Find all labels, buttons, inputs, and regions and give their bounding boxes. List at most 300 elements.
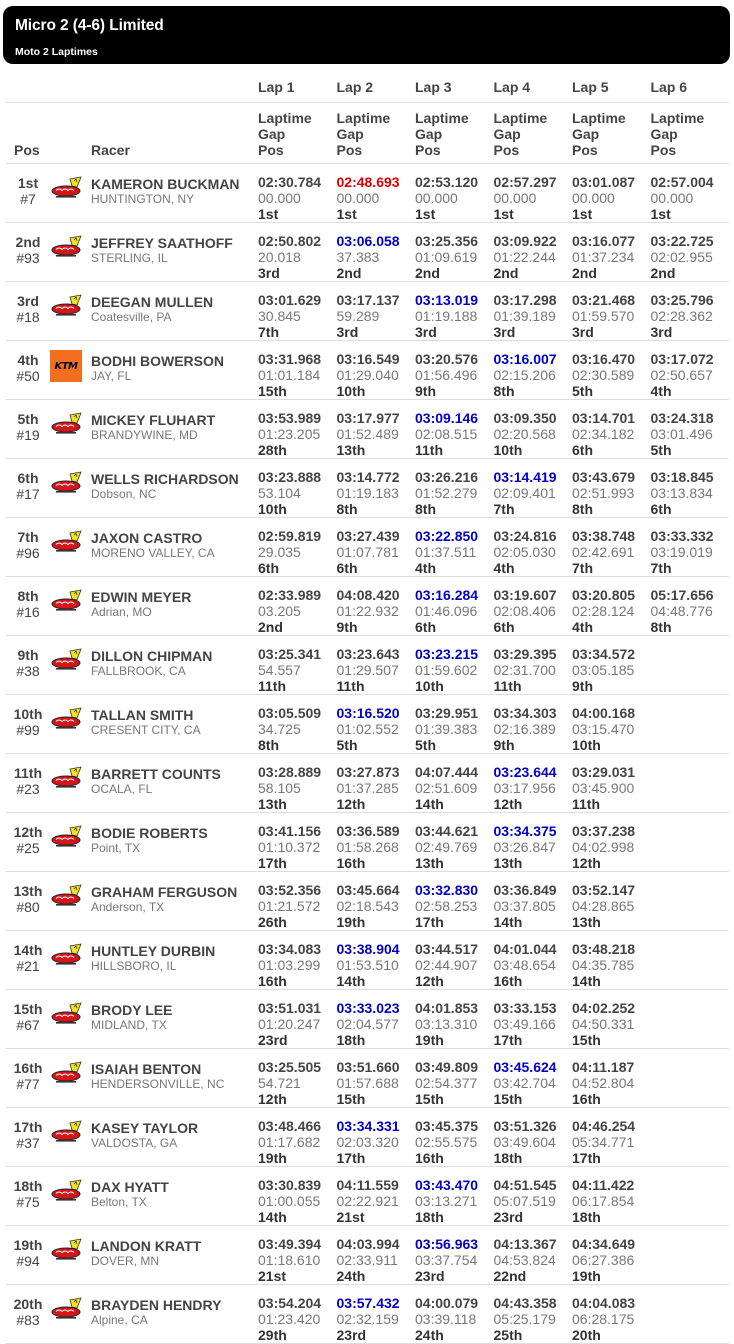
lap-cell-3	[415, 1108, 494, 1167]
brand-cell	[50, 636, 91, 695]
lap-cell-2	[337, 636, 416, 695]
lap-position: 7th	[650, 560, 672, 576]
lap-position: 13th	[572, 914, 601, 930]
lap-time: 03:36.849	[493, 882, 557, 898]
lap-cell-3	[415, 695, 494, 754]
lap-position: 11th	[493, 678, 522, 694]
lap-gap: 01:29.040	[336, 367, 399, 383]
brand-cell	[50, 1049, 91, 1108]
racer-name[interactable]: MICKEY FLUHART	[91, 412, 216, 428]
lap-cell-3	[415, 223, 494, 282]
lap-gap: 03:26.847	[493, 839, 556, 855]
lap-time: 03:49.394	[258, 1236, 322, 1252]
lap-gap: 02:03.320	[336, 1134, 399, 1150]
lap-time: 03:29.031	[572, 764, 636, 780]
table-row[interactable]	[6, 341, 729, 400]
racer-name[interactable]: JEFFREY SAATHOFF	[91, 235, 233, 251]
lap-cell-5	[572, 518, 651, 577]
lap-cell-4	[494, 931, 573, 990]
racer-cell	[91, 813, 258, 872]
table-row[interactable]	[6, 164, 729, 223]
lap-gap: 02:51.609	[415, 780, 478, 796]
lap-cell-5	[572, 1285, 651, 1344]
lap-gap: 02:51.993	[572, 485, 635, 501]
gasgas-logo-icon	[50, 470, 84, 496]
lap-position: 14th	[493, 914, 523, 930]
lap-time: 03:34.375	[493, 823, 557, 839]
lap-cell-2	[337, 1049, 416, 1108]
lap-gap: 01:20.247	[258, 1016, 321, 1032]
lap-gap: 02:22.921	[336, 1193, 399, 1209]
lap-subheader-label: Pos	[258, 142, 284, 158]
lap-position: 4th	[650, 383, 672, 399]
position-cell	[6, 1167, 50, 1226]
table-row[interactable]	[6, 1167, 729, 1226]
lap-gap: 01:52.279	[415, 485, 478, 501]
position-cell	[6, 1049, 50, 1108]
lap-time: 03:43.679	[572, 469, 636, 485]
lap-time: 04:11.422	[572, 1177, 635, 1193]
lap-cell-2	[337, 400, 416, 459]
racer-name[interactable]: DAX HYATT	[91, 1179, 169, 1195]
racer-name[interactable]: HUNTLEY DURBIN	[91, 943, 216, 959]
lap-cell-1	[258, 518, 337, 577]
lap-time: 03:23.888	[258, 469, 322, 485]
finish-position: 14th	[13, 942, 43, 958]
racer-cell	[91, 695, 258, 754]
position-cell	[6, 223, 50, 282]
lap-cell-4	[494, 813, 573, 872]
gasgas-logo-icon	[50, 1060, 84, 1086]
lap-position: 8th	[336, 501, 358, 517]
lap-cell-4	[494, 341, 573, 400]
ktm-logo-text: KTM	[54, 360, 78, 372]
lap-gap: 02:28.362	[650, 308, 713, 324]
lap-subheader-label: Laptime	[493, 110, 548, 126]
lap-position: 2nd	[415, 265, 440, 281]
lap-gap: 04:53.824	[493, 1252, 556, 1268]
racer-number: #18	[16, 308, 40, 325]
lap-position: 4th	[572, 619, 593, 635]
racer-name[interactable]: KASEY TAYLOR	[91, 1120, 199, 1136]
lap-gap: 01:17.682	[258, 1134, 321, 1150]
table-row[interactable]	[6, 400, 729, 459]
lap-gap: 03:37.754	[415, 1252, 478, 1268]
lap-cell-empty	[651, 990, 730, 1049]
lap-gap: 02:49.769	[415, 839, 478, 855]
lap-position: 20th	[572, 1327, 601, 1343]
laptimes-table	[6, 70, 729, 1344]
lap-cell-3	[415, 872, 494, 931]
lap-gap: 34.725	[258, 721, 301, 737]
lap-position: 11th	[336, 678, 365, 694]
racer-number: #50	[16, 367, 40, 384]
racer-location: Point, TX	[91, 841, 141, 855]
lap-cell-5	[572, 164, 651, 223]
gasgas-logo-icon	[50, 175, 84, 201]
lap-cell-4	[494, 754, 573, 813]
lap-time: 03:22.725	[650, 233, 714, 249]
lap-position: 8th	[650, 619, 672, 635]
table-row[interactable]	[6, 695, 729, 754]
racer-name[interactable]: BARRETT COUNTS	[91, 766, 221, 782]
lap-time: 03:23.644	[493, 764, 557, 780]
table-row[interactable]	[6, 1285, 729, 1344]
lap-gap: 02:33.911	[336, 1252, 398, 1268]
lap-position: 28th	[258, 442, 287, 458]
lap-time: 03:54.204	[258, 1295, 322, 1311]
table-row[interactable]	[6, 223, 729, 282]
lap-cell-3	[415, 459, 494, 518]
racer-number: #67	[16, 1016, 40, 1033]
lap-gap: 02:09.401	[493, 485, 556, 501]
lap-gap: 02:31.700	[493, 662, 556, 678]
lap-time: 02:50.802	[258, 233, 322, 249]
lap-time: 03:32.830	[415, 882, 479, 898]
racer-name[interactable]: EDWIN MEYER	[91, 589, 192, 605]
table-row[interactable]	[6, 931, 729, 990]
lap-position: 2nd	[650, 265, 676, 281]
lap-gap: 02:05.030	[493, 544, 556, 560]
lap-time: 03:27.439	[336, 528, 400, 544]
lap-time: 03:51.031	[258, 1000, 322, 1016]
finish-position: 1st	[17, 175, 39, 191]
lap-gap: 03:45.900	[572, 780, 635, 796]
racer-name[interactable]: JAXON CASTRO	[91, 530, 203, 546]
lap-time: 03:33.332	[650, 528, 714, 544]
table-row[interactable]	[6, 754, 729, 813]
lap-cell-4	[494, 695, 573, 754]
finish-position: 16th	[13, 1060, 43, 1076]
lap-gap: 02:02.955	[650, 249, 713, 265]
lap-time: 04:02.252	[572, 1000, 636, 1016]
lap-position: 16th	[415, 1150, 444, 1166]
lap-gap: 02:20.568	[493, 426, 556, 442]
finish-position: 9th	[17, 647, 39, 663]
racer-cell	[91, 1108, 258, 1167]
lap-subheader-label: Laptime	[572, 110, 626, 126]
lap-position: 25th	[493, 1327, 523, 1343]
lap-position: 9th	[493, 737, 515, 753]
lap-position: 2nd	[493, 265, 519, 281]
racer-number: #77	[16, 1075, 40, 1092]
lap-subheader-label: Pos	[493, 142, 520, 158]
lap-time: 04:01.853	[415, 1000, 479, 1016]
table-row[interactable]	[6, 518, 729, 577]
lap-time: 04:04.083	[572, 1295, 636, 1311]
lap-cell-5	[572, 577, 651, 636]
lap-position: 15th	[572, 1032, 601, 1048]
lap-time: 03:17.072	[650, 351, 714, 367]
lap-subheader-label: Gap	[493, 126, 521, 142]
pos-column-header: Pos	[6, 103, 50, 164]
lap-gap: 01:22.244	[493, 249, 556, 265]
brand-cell	[50, 164, 91, 223]
lap-time: 04:01.044	[493, 941, 557, 957]
lap-position: 24th	[415, 1327, 444, 1343]
finish-position: 2nd	[15, 234, 41, 250]
lap-gap: 05:34.771	[572, 1134, 635, 1150]
table-row[interactable]	[6, 636, 729, 695]
lap-cell-4	[494, 518, 573, 577]
gasgas-logo-icon	[50, 293, 84, 319]
table-row[interactable]	[6, 990, 729, 1049]
racer-name[interactable]: LANDON KRATT	[91, 1238, 202, 1254]
racer-location: CRESENT CITY, CA	[91, 723, 201, 737]
lap-gap: 01:46.096	[415, 603, 478, 619]
lap-cell-4	[494, 577, 573, 636]
lap-time: 03:24.318	[650, 410, 714, 426]
racer-location: HENDERSONVILLE, NC	[91, 1077, 225, 1091]
brand-cell	[50, 1167, 91, 1226]
lap-cell-4	[494, 1049, 573, 1108]
racer-location: MORENO VALLEY, CA	[91, 546, 215, 560]
lap-cell-3	[415, 400, 494, 459]
racer-name[interactable]: BRAYDEN HENDRY	[91, 1297, 222, 1313]
racer-cell	[91, 990, 258, 1049]
racer-number: #17	[16, 485, 40, 502]
lap-subheader-label: Pos	[650, 142, 677, 158]
table-row[interactable]	[6, 459, 729, 518]
lap-time: 03:17.298	[493, 292, 557, 308]
lap-gap: 01:37.511	[415, 544, 477, 560]
lap-gap: 02:42.691	[572, 544, 635, 560]
lap-time: 03:16.549	[336, 351, 400, 367]
lap-position: 8th	[258, 737, 279, 753]
racer-cell	[91, 282, 258, 341]
position-cell	[6, 1226, 50, 1285]
lap-cell-1	[258, 459, 337, 518]
lap-cell-2	[337, 341, 416, 400]
brand-cell	[50, 459, 91, 518]
lap-cell-3	[415, 1285, 494, 1344]
lap-position: 19th	[258, 1150, 287, 1166]
racer-cell	[91, 754, 258, 813]
lap-time: 03:43.470	[415, 1177, 479, 1193]
lap-time: 03:52.356	[258, 882, 322, 898]
racer-location: Dobson, NC	[91, 487, 157, 501]
brand-cell	[50, 341, 91, 400]
lap-position: 29th	[258, 1327, 287, 1343]
finish-position: 3rd	[17, 293, 39, 309]
racer-column-header: Racer	[91, 103, 258, 164]
racer-name[interactable]: KAMERON BUCKMAN	[91, 176, 240, 192]
lap-gap: 01:53.510	[336, 957, 399, 973]
lap-gap: 03:42.704	[493, 1075, 556, 1091]
lap-time: 02:57.004	[650, 174, 714, 190]
lap-position: 22nd	[493, 1268, 527, 1284]
gasgas-logo-icon	[50, 1001, 84, 1027]
lap-gap: 02:08.406	[493, 603, 556, 619]
lap-cell-3	[415, 164, 494, 223]
lap-time: 03:51.326	[493, 1118, 557, 1134]
position-cell	[6, 518, 50, 577]
lap-gap: 02:16.389	[493, 721, 556, 737]
lap-gap: 01:37.234	[572, 249, 635, 265]
lap-time: 03:45.664	[336, 882, 400, 898]
lap-cell-1	[258, 577, 337, 636]
lap-subheader-2	[337, 103, 416, 164]
lap-gap: 01:39.383	[415, 721, 478, 737]
lap-position: 19th	[336, 914, 366, 930]
racer-name[interactable]: ISAIAH BENTON	[91, 1061, 202, 1077]
lap-position: 11th	[415, 442, 444, 458]
racer-number: #93	[16, 249, 40, 266]
racer-name[interactable]: BODHI BOWERSON	[91, 353, 224, 369]
racer-number: #37	[16, 1134, 40, 1151]
lap-gap: 01:22.932	[336, 603, 399, 619]
lap-gap: 02:08.515	[415, 426, 478, 442]
lap-gap: 05:25.179	[493, 1311, 556, 1327]
lap-gap: 06:27.386	[572, 1252, 635, 1268]
lap-gap: 01:39.189	[493, 308, 556, 324]
lap-time: 03:41.156	[258, 823, 322, 839]
lap-cell-1	[258, 1167, 337, 1226]
table-row[interactable]	[6, 872, 729, 931]
lap-subheader-label: Laptime	[415, 110, 469, 126]
gasgas-logo-icon	[50, 824, 84, 850]
racer-location: STERLING, IL	[91, 251, 168, 265]
table-row[interactable]	[6, 1049, 729, 1108]
lap-cell-1	[258, 164, 337, 223]
lap-time: 03:51.660	[336, 1059, 400, 1075]
lap-cell-2	[337, 695, 416, 754]
lap-header-2: Lap 2	[337, 70, 416, 103]
lap-time: 03:16.284	[415, 587, 479, 603]
racer-number: #25	[16, 839, 40, 856]
racer-name[interactable]: BODIE ROBERTS	[91, 825, 208, 841]
lap-time: 04:43.358	[493, 1295, 557, 1311]
lap-time: 03:25.796	[650, 292, 714, 308]
page-header	[3, 6, 730, 64]
gasgas-logo-icon	[50, 1178, 84, 1204]
lap-gap: 01:19.183	[336, 485, 399, 501]
lap-gap: 02:15.206	[493, 367, 556, 383]
lap-gap: 06:28.175	[572, 1311, 635, 1327]
lap-time: 03:14.419	[493, 469, 557, 485]
lap-gap: 04:52.804	[572, 1075, 635, 1091]
lap-gap: 01:59.570	[572, 308, 635, 324]
lap-position: 17th	[336, 1150, 366, 1166]
lap-time: 03:45.624	[493, 1059, 557, 1075]
lap-time: 03:48.466	[258, 1118, 322, 1134]
racer-name[interactable]: BRODY LEE	[91, 1002, 173, 1018]
racer-name[interactable]: DILLON CHIPMAN	[91, 648, 213, 664]
racer-name[interactable]: DEEGAN MULLEN	[91, 294, 214, 310]
lap-cell-5	[572, 695, 651, 754]
racer-name[interactable]: TALLAN SMITH	[91, 707, 194, 723]
position-cell	[6, 282, 50, 341]
class-title: Micro 2 (4-6) Limited	[15, 17, 164, 34]
lap-time: 03:16.520	[336, 705, 400, 721]
lap-time: 03:27.873	[336, 764, 400, 780]
lap-cell-1	[258, 813, 337, 872]
racer-cell	[91, 400, 258, 459]
lap-cell-2	[337, 1226, 416, 1285]
lap-cell-empty	[651, 1108, 730, 1167]
lap-gap: 02:44.907	[415, 957, 478, 973]
lap-time: 03:34.331	[336, 1118, 400, 1134]
position-cell	[6, 1285, 50, 1344]
lap-position: 4th	[493, 560, 515, 576]
lap-gap: 05:07.519	[493, 1193, 556, 1209]
lap-time: 02:57.297	[493, 174, 557, 190]
lap-cell-6	[651, 400, 730, 459]
lap-gap: 01:21.572	[258, 898, 321, 914]
racer-name[interactable]: GRAHAM FERGUSON	[91, 884, 238, 900]
lap-time: 03:29.951	[415, 705, 479, 721]
lap-subheader-label: Laptime	[258, 110, 312, 126]
lap-time: 04:11.559	[336, 1177, 399, 1193]
lap-gap: 01:58.268	[336, 839, 399, 855]
table-row[interactable]	[6, 1108, 729, 1167]
lap-time: 04:00.079	[415, 1295, 479, 1311]
table-row[interactable]	[6, 1226, 729, 1285]
lap-position: 4th	[415, 560, 436, 576]
lap-position: 7th	[572, 560, 593, 576]
lap-position: 15th	[415, 1091, 444, 1107]
lap-time: 03:01.629	[258, 292, 322, 308]
lap-gap: 03.205	[258, 603, 301, 619]
racer-location: Adrian, MO	[91, 605, 152, 619]
lap-cell-3	[415, 1226, 494, 1285]
table-row[interactable]	[6, 813, 729, 872]
lap-cell-5	[572, 813, 651, 872]
lap-position: 9th	[572, 678, 593, 694]
lap-time: 04:34.649	[572, 1236, 636, 1252]
lap-position: 10th	[415, 678, 444, 694]
lap-position: 15th	[258, 383, 287, 399]
lap-time: 03:18.845	[650, 469, 714, 485]
finish-position: 13th	[13, 883, 43, 899]
lap-time: 03:23.643	[336, 646, 400, 662]
racer-name[interactable]: WELLS RICHARDSON	[91, 471, 239, 487]
lap-position: 15th	[336, 1091, 366, 1107]
lap-cell-2	[337, 813, 416, 872]
lap-time: 03:57.432	[336, 1295, 400, 1311]
lap-cell-3	[415, 1167, 494, 1226]
lap-cell-5	[572, 282, 651, 341]
lap-time: 03:38.748	[572, 528, 636, 544]
lap-cell-6	[651, 459, 730, 518]
lap-position: 1st	[493, 206, 514, 222]
lap-time: 03:56.963	[415, 1236, 479, 1252]
lap-cell-1	[258, 931, 337, 990]
lap-time: 03:25.505	[258, 1059, 322, 1075]
lap-position: 19th	[415, 1032, 444, 1048]
lap-cell-1	[258, 695, 337, 754]
lap-cell-1	[258, 990, 337, 1049]
racer-cell	[91, 1226, 258, 1285]
lap-cell-4	[494, 1167, 573, 1226]
lap-time: 04:07.444	[415, 764, 479, 780]
lap-position: 10th	[572, 737, 601, 753]
gasgas-logo-icon	[50, 529, 84, 555]
table-row[interactable]	[6, 282, 729, 341]
lap-cell-1	[258, 1226, 337, 1285]
lap-cell-2	[337, 223, 416, 282]
lap-header-6: Lap 6	[651, 70, 730, 103]
brand-cell	[50, 1226, 91, 1285]
racer-location: JAY, FL	[91, 369, 132, 383]
lap-gap: 01:52.489	[336, 426, 399, 442]
lap-gap: 04:48.776	[650, 603, 713, 619]
lap-gap: 02:04.577	[336, 1016, 399, 1032]
lap-cell-1	[258, 1049, 337, 1108]
racer-location: VALDOSTA, GA	[91, 1136, 178, 1150]
table-row[interactable]	[6, 577, 729, 636]
lap-time: 03:09.922	[493, 233, 557, 249]
